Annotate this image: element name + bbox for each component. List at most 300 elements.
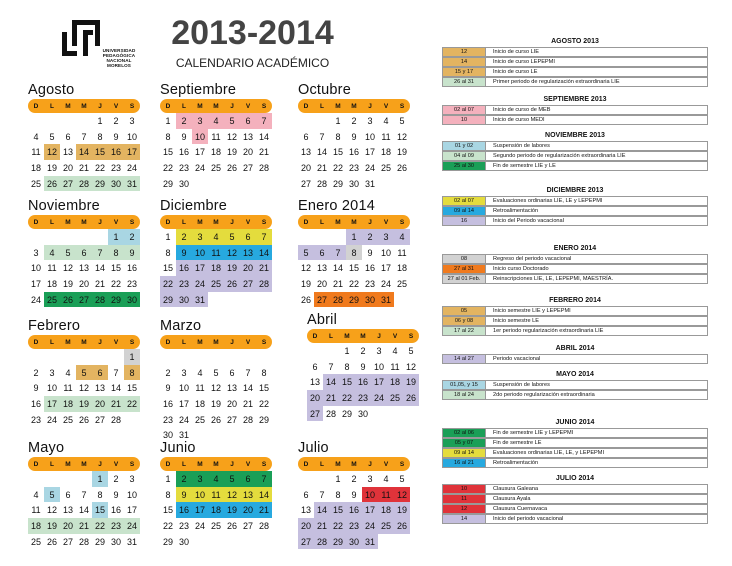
day-cell: 27 bbox=[94, 414, 105, 425]
weekday-label: S bbox=[129, 218, 135, 226]
day-cell: 21 bbox=[94, 278, 105, 289]
day-cell: 24 bbox=[192, 276, 208, 292]
weekday-label: J bbox=[98, 338, 102, 346]
day-cell: 18 bbox=[30, 162, 41, 173]
day-cell: 24 bbox=[126, 162, 137, 173]
day-grid bbox=[298, 113, 410, 191]
day-grid bbox=[298, 229, 410, 307]
empty-cell bbox=[314, 471, 330, 487]
day-cell: 12 bbox=[396, 131, 407, 142]
day-cell: 9 bbox=[165, 383, 171, 394]
day-cell: 22 bbox=[92, 518, 108, 534]
day-cell: 29 bbox=[346, 292, 362, 308]
day-cell: 26 bbox=[226, 520, 237, 531]
day-cell: 27 bbox=[76, 292, 92, 308]
day-cell: 6 bbox=[314, 245, 330, 261]
event-row bbox=[442, 514, 708, 524]
event-row bbox=[442, 196, 708, 206]
day-cell: 11 bbox=[378, 487, 394, 503]
day-cell: 28 bbox=[256, 276, 272, 292]
day-cell: 25 bbox=[30, 178, 41, 189]
day-cell: 18 bbox=[208, 502, 224, 518]
weekday-label: L bbox=[320, 102, 324, 110]
empty-cell bbox=[208, 176, 224, 192]
event-row bbox=[442, 326, 708, 336]
day-cell: 12 bbox=[300, 263, 311, 274]
day-cell: 12 bbox=[224, 487, 240, 503]
weekday-label: M bbox=[65, 338, 71, 346]
day-cell: 1 bbox=[346, 229, 362, 245]
section-title: MAYO 2014 bbox=[556, 371, 594, 378]
day-cell: 23 bbox=[355, 390, 371, 406]
day-cell: 28 bbox=[258, 162, 269, 173]
weekday-label: V bbox=[245, 338, 251, 346]
weekday-label: M bbox=[335, 460, 341, 468]
day-cell: 8 bbox=[344, 361, 350, 372]
day-cell: 25 bbox=[380, 162, 391, 173]
upn-logo-icon bbox=[62, 20, 100, 56]
weekday-label: S bbox=[129, 338, 135, 346]
day-cell: 15 bbox=[162, 147, 173, 158]
day-cell: 13 bbox=[242, 131, 253, 142]
weekday-label: J bbox=[368, 460, 372, 468]
day-cell: 20 bbox=[316, 278, 327, 289]
weekday-label: M bbox=[65, 460, 71, 468]
weekday-label: D bbox=[165, 102, 171, 110]
event-text: Inicio curso Doctorado bbox=[493, 266, 549, 272]
day-cell: 19 bbox=[76, 396, 92, 412]
day-cell: 25 bbox=[62, 414, 73, 425]
month-mayo bbox=[28, 440, 140, 549]
empty-cell bbox=[28, 229, 44, 245]
day-cell: 9 bbox=[113, 131, 119, 142]
event-text: Clausura Galeana bbox=[493, 486, 539, 492]
day-cell: 17 bbox=[126, 505, 137, 516]
weekday-label: J bbox=[230, 338, 234, 346]
day-cell: 8 bbox=[261, 367, 267, 378]
day-cell: 1 bbox=[165, 473, 171, 484]
weekday-label: V bbox=[113, 338, 119, 346]
event-text: Inicio de curso MEDI bbox=[493, 117, 545, 123]
day-cell: 27 bbox=[298, 534, 314, 550]
logo-line: MORELOS bbox=[107, 63, 131, 68]
event-row bbox=[442, 151, 708, 161]
day-cell: 7 bbox=[328, 361, 334, 372]
day-cell: 13 bbox=[309, 377, 320, 388]
weekday-header bbox=[28, 457, 140, 471]
event-row bbox=[442, 115, 708, 125]
weekday-label: J bbox=[368, 102, 372, 110]
day-cell: 1 bbox=[335, 473, 341, 484]
day-cell: 15 bbox=[92, 502, 108, 518]
month-name: Febrero bbox=[28, 318, 81, 334]
day-cell: 30 bbox=[362, 292, 378, 308]
empty-cell bbox=[192, 176, 208, 192]
event-date: 14 bbox=[443, 58, 486, 66]
day-cell: 1 bbox=[165, 231, 171, 242]
day-cell: 29 bbox=[162, 536, 173, 547]
section-title: ABRIL 2014 bbox=[555, 345, 595, 352]
event-date: 26 al 31 bbox=[443, 78, 486, 86]
empty-cell bbox=[307, 343, 323, 359]
event-row bbox=[442, 216, 708, 226]
empty-cell bbox=[44, 229, 60, 245]
weekday-label: L bbox=[329, 332, 333, 340]
month-name: Diciembre bbox=[160, 198, 228, 214]
event-date: 09 al 14 bbox=[443, 449, 486, 457]
empty-cell bbox=[60, 229, 76, 245]
weekday-label: M bbox=[335, 218, 341, 226]
day-cell: 9 bbox=[113, 489, 119, 500]
day-cell: 12 bbox=[226, 131, 237, 142]
day-grid bbox=[28, 349, 140, 427]
day-cell: 6 bbox=[76, 245, 92, 261]
weekday-label: J bbox=[98, 102, 102, 110]
day-cell: 25 bbox=[210, 162, 221, 173]
day-cell: 12 bbox=[405, 361, 416, 372]
day-cell: 30 bbox=[108, 176, 124, 192]
day-cell: 23 bbox=[110, 162, 121, 173]
day-cell: 10 bbox=[362, 487, 378, 503]
weekday-label: M bbox=[197, 460, 203, 468]
day-grid bbox=[160, 113, 272, 191]
day-cell: 15 bbox=[126, 383, 137, 394]
day-cell: 2 bbox=[176, 229, 192, 245]
section-title: JUNIO 2014 bbox=[555, 419, 595, 426]
day-cell: 19 bbox=[396, 147, 407, 158]
day-cell: 16 bbox=[178, 147, 189, 158]
day-cell: 12 bbox=[224, 245, 240, 261]
day-cell: 29 bbox=[341, 408, 352, 419]
day-cell: 2 bbox=[362, 229, 378, 245]
day-cell: 7 bbox=[92, 245, 108, 261]
day-cell: 24 bbox=[364, 162, 375, 173]
day-cell: 19 bbox=[403, 374, 419, 390]
day-cell: 22 bbox=[94, 162, 105, 173]
day-cell: 21 bbox=[108, 396, 124, 412]
weekday-label: V bbox=[245, 460, 251, 468]
weekday-label: L bbox=[320, 460, 324, 468]
event-text: Evaluaciones ordinarias LIE, LE y LEPEPMI bbox=[493, 198, 603, 204]
day-cell: 26 bbox=[394, 518, 410, 534]
day-cell: 22 bbox=[110, 278, 121, 289]
day-cell: 28 bbox=[110, 414, 121, 425]
day-cell: 11 bbox=[31, 147, 41, 158]
day-cell: 17 bbox=[371, 374, 387, 390]
event-row bbox=[442, 306, 708, 316]
day-cell: 7 bbox=[330, 245, 346, 261]
day-cell: 24 bbox=[194, 162, 205, 173]
weekday-label: M bbox=[213, 338, 219, 346]
day-cell: 30 bbox=[124, 292, 140, 308]
empty-cell bbox=[76, 471, 92, 487]
event-text: Clausura Ayala bbox=[493, 496, 531, 502]
empty-cell bbox=[208, 292, 224, 308]
day-cell: 26 bbox=[224, 276, 240, 292]
day-cell: 5 bbox=[224, 113, 240, 129]
empty-cell bbox=[192, 349, 208, 365]
day-cell: 30 bbox=[178, 536, 189, 547]
day-cell: 13 bbox=[94, 383, 105, 394]
day-cell: 4 bbox=[33, 131, 39, 142]
event-text: Inicio de curso LEPEPMI bbox=[493, 59, 555, 65]
day-cell: 3 bbox=[367, 473, 373, 484]
weekday-label: M bbox=[197, 338, 203, 346]
day-cell: 2 bbox=[113, 115, 119, 126]
day-cell: 15 bbox=[258, 383, 269, 394]
day-cell: 4 bbox=[44, 245, 60, 261]
day-cell: 2 bbox=[33, 367, 39, 378]
day-cell: 17 bbox=[30, 278, 41, 289]
weekday-label: D bbox=[303, 102, 309, 110]
day-cell: 28 bbox=[258, 520, 269, 531]
day-cell: 12 bbox=[46, 505, 57, 516]
empty-cell bbox=[330, 229, 346, 245]
section-title: JULIO 2014 bbox=[555, 475, 595, 482]
day-cell: 4 bbox=[208, 113, 224, 129]
weekday-label: S bbox=[129, 102, 135, 110]
empty-cell bbox=[224, 349, 240, 365]
day-cell: 10 bbox=[192, 129, 208, 145]
event-row bbox=[442, 354, 708, 364]
day-cell: 24 bbox=[380, 278, 391, 289]
day-cell: 27 bbox=[314, 292, 330, 308]
day-cell: 3 bbox=[192, 471, 208, 487]
event-date: 02 al 07 bbox=[443, 197, 486, 205]
event-text: Fin de semestre LE bbox=[493, 440, 542, 446]
weekday-label: D bbox=[33, 338, 39, 346]
weekday-label: S bbox=[399, 218, 405, 226]
day-cell: 21 bbox=[78, 162, 89, 173]
month-name: Noviembre bbox=[28, 198, 100, 214]
day-cell: 7 bbox=[256, 113, 272, 129]
day-cell: 6 bbox=[92, 365, 108, 381]
day-cell: 7 bbox=[81, 131, 87, 142]
day-cell: 15 bbox=[162, 505, 173, 516]
day-cell: 8 bbox=[165, 489, 171, 500]
day-cell: 24 bbox=[371, 390, 387, 406]
day-cell: 5 bbox=[408, 345, 414, 356]
day-cell: 1 bbox=[108, 229, 124, 245]
weekday-label: L bbox=[50, 102, 54, 110]
day-grid bbox=[160, 471, 272, 549]
weekday-label: L bbox=[320, 218, 324, 226]
day-cell: 9 bbox=[351, 489, 357, 500]
day-cell: 29 bbox=[160, 292, 176, 308]
day-cell: 21 bbox=[76, 518, 92, 534]
weekday-label: V bbox=[245, 218, 251, 226]
day-cell: 16 bbox=[176, 260, 192, 276]
day-cell: 14 bbox=[323, 374, 339, 390]
weekday-header bbox=[160, 99, 272, 113]
day-cell: 1 bbox=[92, 471, 108, 487]
event-text: Fin de semestre LIE y LE bbox=[493, 163, 556, 169]
empty-cell bbox=[240, 176, 256, 192]
day-cell: 28 bbox=[92, 292, 108, 308]
event-text: Retroalimentación bbox=[493, 460, 539, 466]
event-text: Suspensión de labores bbox=[493, 382, 550, 388]
day-cell: 5 bbox=[44, 487, 60, 503]
day-cell: 22 bbox=[332, 162, 343, 173]
day-cell: 18 bbox=[378, 502, 394, 518]
empty-cell bbox=[256, 349, 272, 365]
day-cell: 31 bbox=[378, 292, 394, 308]
day-cell: 14 bbox=[332, 263, 343, 274]
month-junio bbox=[160, 440, 272, 549]
day-cell: 15 bbox=[162, 263, 173, 274]
empty-cell bbox=[208, 534, 224, 550]
month-febrero bbox=[28, 318, 140, 427]
event-row bbox=[442, 161, 708, 171]
day-cell: 14 bbox=[314, 502, 330, 518]
logo-line: NACIONAL bbox=[106, 58, 132, 63]
day-cell: 6 bbox=[65, 131, 71, 142]
day-cell: 19 bbox=[394, 502, 410, 518]
weekday-label: V bbox=[113, 102, 119, 110]
weekday-label: S bbox=[261, 338, 267, 346]
weekday-label: L bbox=[182, 218, 186, 226]
event-date: 16 al 21 bbox=[443, 459, 486, 467]
event-date: 25 al 30 bbox=[443, 162, 486, 170]
section-title: ENERO 2014 bbox=[553, 245, 597, 252]
month-name: Agosto bbox=[28, 82, 75, 98]
weekday-label: M bbox=[351, 218, 357, 226]
day-cell: 31 bbox=[192, 292, 208, 308]
month-diciembre bbox=[160, 198, 272, 307]
weekday-label: L bbox=[182, 338, 186, 346]
day-cell: 16 bbox=[355, 374, 371, 390]
day-cell: 4 bbox=[33, 489, 39, 500]
weekday-label: J bbox=[377, 332, 381, 340]
empty-cell bbox=[256, 292, 272, 308]
empty-cell bbox=[224, 292, 240, 308]
day-cell: 19 bbox=[224, 260, 240, 276]
event-text: Regreso del periodo vacacional bbox=[493, 256, 572, 262]
day-cell: 23 bbox=[108, 518, 124, 534]
day-cell: 30 bbox=[348, 178, 359, 189]
event-row bbox=[442, 504, 708, 514]
day-grid bbox=[307, 343, 419, 421]
day-cell: 3 bbox=[192, 229, 208, 245]
weekday-label: M bbox=[81, 460, 87, 468]
day-cell: 4 bbox=[392, 345, 398, 356]
day-cell: 21 bbox=[256, 502, 272, 518]
day-cell: 31 bbox=[364, 178, 375, 189]
month-name: Septiembre bbox=[160, 82, 237, 98]
weekday-label: M bbox=[65, 102, 71, 110]
weekday-label: J bbox=[230, 218, 234, 226]
day-cell: 26 bbox=[396, 162, 407, 173]
month-octubre bbox=[298, 82, 410, 191]
day-cell: 11 bbox=[31, 505, 41, 516]
day-cell: 19 bbox=[44, 518, 60, 534]
day-cell: 27 bbox=[60, 176, 76, 192]
weekday-label: D bbox=[33, 218, 39, 226]
day-cell: 26 bbox=[60, 292, 76, 308]
empty-cell bbox=[60, 471, 76, 487]
empty-cell bbox=[298, 229, 314, 245]
day-cell: 23 bbox=[176, 276, 192, 292]
event-row bbox=[442, 47, 708, 57]
empty-cell bbox=[371, 406, 387, 422]
event-date: 10 bbox=[443, 485, 486, 493]
day-cell: 9 bbox=[176, 245, 192, 261]
day-cell: 17 bbox=[364, 147, 375, 158]
day-cell: 20 bbox=[92, 396, 108, 412]
day-cell: 10 bbox=[126, 489, 137, 500]
day-cell: 28 bbox=[325, 408, 336, 419]
event-text: Retroalimentación bbox=[493, 208, 539, 214]
day-cell: 15 bbox=[348, 263, 359, 274]
day-cell: 16 bbox=[110, 505, 121, 516]
day-cell: 29 bbox=[92, 176, 108, 192]
day-cell: 17 bbox=[192, 260, 208, 276]
weekday-header bbox=[160, 457, 272, 471]
weekday-label: D bbox=[165, 460, 171, 468]
day-cell: 18 bbox=[194, 398, 205, 409]
day-cell: 8 bbox=[335, 489, 341, 500]
weekday-label: J bbox=[98, 460, 102, 468]
section-title: DICIEMBRE 2013 bbox=[546, 187, 604, 194]
day-cell: 11 bbox=[208, 487, 224, 503]
empty-cell bbox=[378, 176, 394, 192]
day-cell: 23 bbox=[162, 414, 173, 425]
day-cell: 29 bbox=[258, 414, 269, 425]
day-cell: 20 bbox=[226, 398, 237, 409]
day-cell: 3 bbox=[33, 247, 39, 258]
day-cell: 14 bbox=[78, 505, 89, 516]
day-cell: 21 bbox=[242, 398, 253, 409]
weekday-label: S bbox=[261, 102, 267, 110]
weekday-header bbox=[28, 99, 140, 113]
weekday-label: M bbox=[213, 218, 219, 226]
event-date: 16 bbox=[443, 217, 486, 225]
day-cell: 12 bbox=[210, 383, 221, 394]
event-row bbox=[442, 105, 708, 115]
day-cell: 14 bbox=[316, 147, 327, 158]
month-agosto bbox=[28, 82, 140, 191]
day-cell: 28 bbox=[242, 414, 253, 425]
event-text: Fin de semestre LIE y LEPEPMI bbox=[493, 430, 574, 436]
weekday-header bbox=[160, 215, 272, 229]
day-cell: 15 bbox=[92, 144, 108, 160]
day-cell: 15 bbox=[339, 374, 355, 390]
event-row bbox=[442, 448, 708, 458]
empty-cell bbox=[60, 349, 76, 365]
day-cell: 20 bbox=[240, 260, 256, 276]
day-cell: 17 bbox=[124, 144, 140, 160]
day-grid bbox=[28, 471, 140, 549]
empty-cell bbox=[256, 534, 272, 550]
event-date: 11 bbox=[443, 495, 486, 503]
month-noviembre bbox=[28, 198, 140, 307]
day-cell: 5 bbox=[224, 471, 240, 487]
weekday-label: M bbox=[351, 102, 357, 110]
day-cell: 15 bbox=[110, 263, 121, 274]
day-cell: 16 bbox=[30, 398, 41, 409]
day-cell: 27 bbox=[242, 162, 253, 173]
weekday-label: S bbox=[399, 460, 405, 468]
empty-cell bbox=[160, 349, 176, 365]
weekday-label: L bbox=[182, 460, 186, 468]
logo-line: PEDAGÓGICA bbox=[102, 53, 136, 58]
day-cell: 13 bbox=[300, 147, 311, 158]
day-cell: 10 bbox=[192, 487, 208, 503]
day-cell: 28 bbox=[76, 176, 92, 192]
weekday-label: J bbox=[368, 218, 372, 226]
empty-cell bbox=[76, 113, 92, 129]
month-name: Octubre bbox=[298, 82, 351, 98]
